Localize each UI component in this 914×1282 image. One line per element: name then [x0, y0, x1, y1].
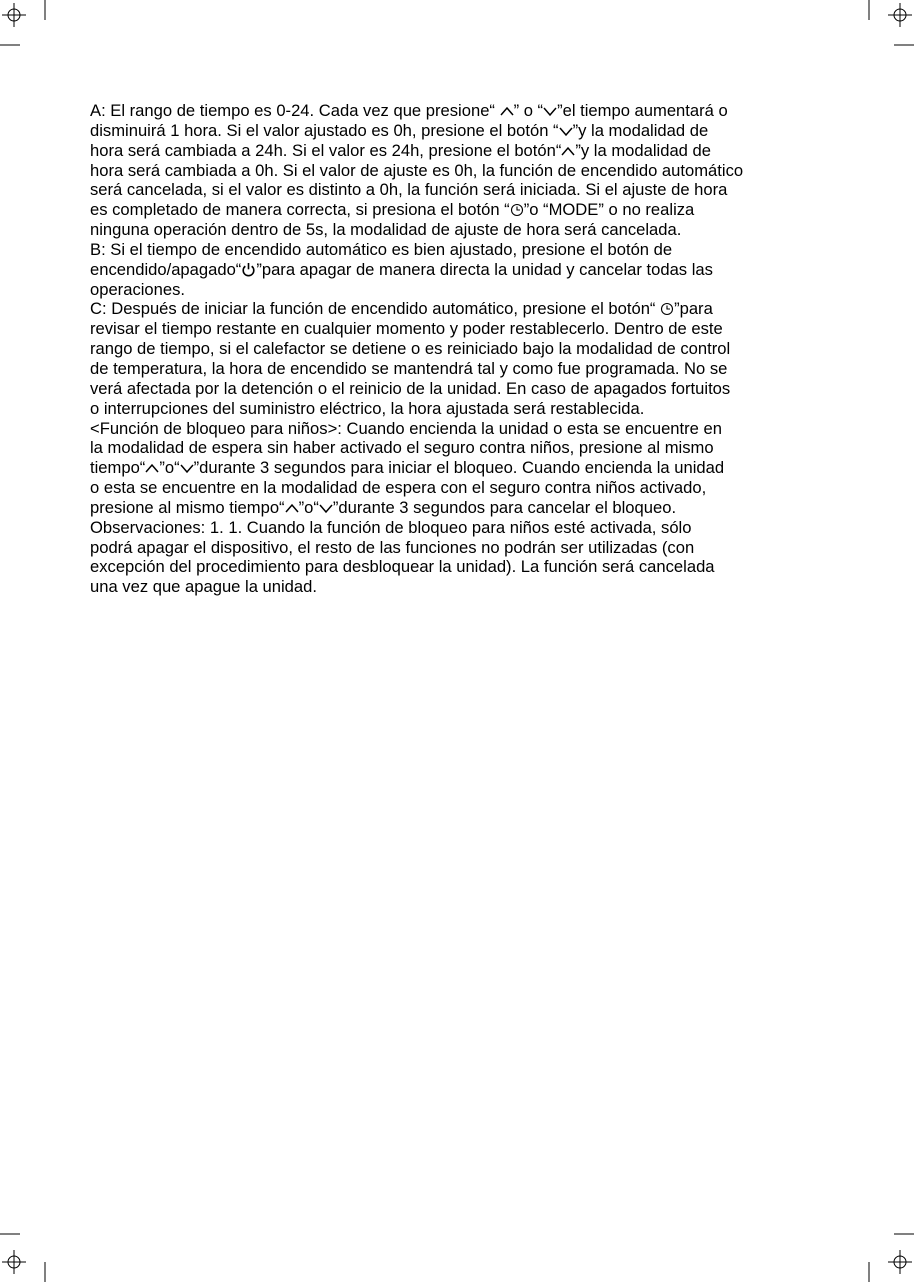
- text-segment: ”para: [674, 299, 713, 319]
- registration-mark-top-left: [0, 0, 60, 50]
- text-segment: ”o“: [298, 497, 319, 517]
- chevron-down-icon: [319, 501, 333, 515]
- text-segment: Observaciones: 1. 1. Cuando la función de bloqueo para niños esté activada, sólo: [90, 517, 692, 537]
- text-segment: disminuirá 1 hora. Si el valor ajustado es 0h, presione el botón “: [90, 120, 559, 140]
- text-segment: ”para apagar de manera directa la unidad y cancelar todas las: [256, 259, 713, 279]
- text-segment: es completado de manera correcta, si presiona el botón “: [90, 200, 510, 220]
- text-segment: presione al mismo tiempo“: [90, 497, 285, 517]
- chevron-down-icon: [543, 104, 557, 118]
- text-line: [90, 359, 835, 379]
- text-segment: ”el tiempo aumentará o: [557, 101, 728, 120]
- text-segment: B: Si el tiempo de encendido automático es bien ajustado, presione el botón de: [90, 239, 673, 259]
- registration-mark-bottom-right: [854, 1226, 914, 1282]
- chevron-up-icon: [561, 144, 575, 158]
- text-segment: hora será cambiada a 0h. Si el valor de ajuste es 0h, la función de encendido automático: [90, 160, 744, 180]
- chevron-up-icon: [285, 501, 299, 515]
- chevron-up-icon: [500, 104, 514, 118]
- instructions-text: [90, 101, 835, 597]
- text-segment: ”o “MODE” o no realiza: [523, 200, 695, 220]
- clock-icon: [510, 203, 524, 217]
- text-segment: excepción del procedimiento para desbloquear la unidad). La función será cancelada: [90, 557, 715, 577]
- text-segment: verá afectada por la detención o el reinicio de la unidad. En caso de apagados fortuitos: [90, 378, 731, 398]
- text-segment: C: Después de iniciar la función de encendido automático, presione el botón“: [90, 299, 661, 319]
- text-line: [90, 280, 835, 300]
- text-segment: ”durante 3 segundos para iniciar el bloqueo. Cuando encienda la unidad: [193, 458, 725, 478]
- text-line: [90, 121, 835, 141]
- text-line: [90, 220, 835, 240]
- text-segment: operaciones.: [90, 279, 186, 299]
- text-line: [90, 141, 835, 161]
- clock-icon: [660, 302, 674, 316]
- power-icon: [241, 262, 256, 277]
- text-segment: tiempo“: [90, 458, 146, 478]
- text-segment: <Función de bloqueo para niños>: Cuando encienda la unidad o esta se encuentre en: [90, 418, 722, 438]
- text-segment: hora será cambiada a 24h. Si el valor es 24h, presione el botón“: [90, 140, 562, 160]
- text-line: [90, 438, 835, 458]
- text-line: [90, 577, 835, 597]
- text-segment: A: El rango de tiempo es 0-24. Cada vez que presione“: [90, 101, 500, 120]
- text-line: [90, 478, 835, 498]
- text-line: [90, 339, 835, 359]
- text-segment: o interrupciones del suministro eléctrico, la hora ajustada será restablecida.: [90, 398, 645, 418]
- text-line: [90, 319, 835, 339]
- text-line: [90, 379, 835, 399]
- registration-mark-top-right: [854, 0, 914, 50]
- registration-mark-bottom-left: [0, 1226, 60, 1282]
- text-segment: o esta se encuentre en la modalidad de espera con el seguro contra niños activado,: [90, 478, 707, 498]
- text-line: [90, 557, 835, 577]
- text-line: [90, 200, 835, 220]
- text-line: [90, 260, 835, 280]
- text-line: [90, 518, 835, 538]
- text-segment: ”y la modalidad de: [572, 120, 709, 140]
- text-segment: ”durante 3 segundos para cancelar el bloqueo.: [332, 497, 677, 517]
- chevron-down-icon: [559, 124, 573, 138]
- text-segment: revisar el tiempo restante en cualquier momento y poder restablecerlo. Dentro de este: [90, 319, 723, 339]
- text-segment: rango de tiempo, si el calefactor se detiene o es reiniciado bajo la modalidad de control: [90, 339, 731, 359]
- text-line: [90, 161, 835, 181]
- text-line: [90, 399, 835, 419]
- text-segment: ”y la modalidad de: [575, 140, 711, 160]
- text-line: [90, 419, 835, 439]
- text-line: [90, 538, 835, 558]
- text-segment: ”o“: [159, 458, 180, 478]
- text-line: [90, 498, 835, 518]
- chevron-down-icon: [180, 461, 194, 475]
- text-segment: podrá apagar el dispositivo, el resto de las funciones no podrán ser utilizadas (con: [90, 537, 695, 557]
- text-line: [90, 458, 835, 478]
- text-segment: será cancelada, si el valor es distinto a 0h, la función será iniciada. Si el ajuste de hora: [90, 180, 728, 200]
- text-line: [90, 240, 835, 260]
- text-segment: una vez que apague la unidad.: [90, 577, 317, 597]
- text-line: [90, 299, 835, 319]
- text-line: [90, 101, 835, 121]
- text-segment: encendido/apagado“: [90, 259, 242, 279]
- text-segment: ” o “: [513, 101, 544, 120]
- text-segment: ninguna operación dentro de 5s, la modalidad de ajuste de hora será cancelada.: [90, 220, 682, 240]
- chevron-up-icon: [145, 461, 159, 475]
- text-segment: de temperatura, la hora de encendido se mantendrá tal y como fue programada. No se: [90, 358, 728, 378]
- text-line: [90, 180, 835, 200]
- text-segment: la modalidad de espera sin haber activado el seguro contra niños, presione al mismo: [90, 438, 714, 458]
